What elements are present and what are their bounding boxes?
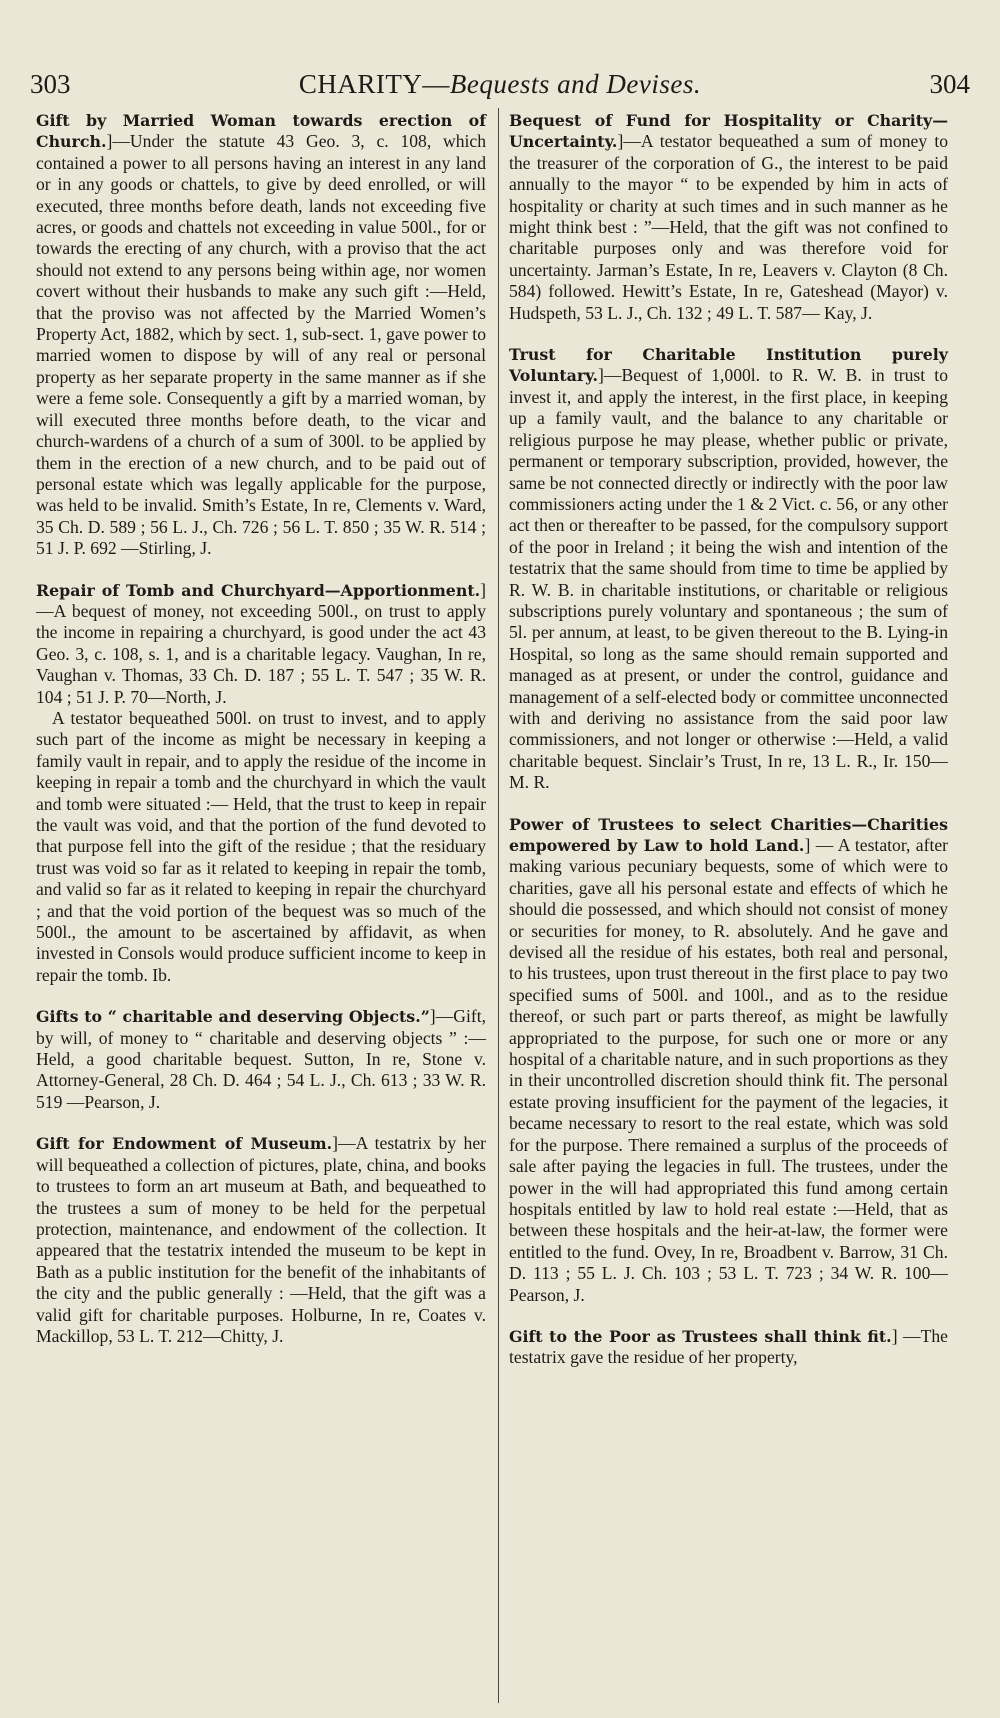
entry-body: ]—A bequest of money, not exceeding 500l., on trust to apply the income in repairing a churchyard, is good under the act 43 Geo. 3, c. 108, s. 1, and is a charitable legacy. Vaughan, In re, Vaughan v. Thomas, 33 Ch. D. 187 ; 55 L. T. 547 ; 35 W. R. 104 ; 51 J. P. 70—North, J.	[36, 579, 486, 707]
right-column	[509, 110, 948, 1389]
entry-heading: Bequest of Fund for Hospitality or Charity—Uncertainty.	[509, 111, 948, 152]
column-divider	[498, 108, 499, 1703]
entry-body-paragraph: A testator bequeathed 500l. on trust to invest, and to apply such part of the income as might be necessary in keeping a family vault in repair, and to apply the residue of the income in keeping in repair a tomb and the churchyard in which the vault and tomb were situated :— Held, that the trust to keep in repair the vault was void, and that the portion of the fund devoted to that purpose fell into the gift of the residue ; that the residuary trust was void so far as it related to keeping in repair the tomb, and valid so far as it related to keeping in repair the churchyard ; and that the void portion of the bequest was so much of the 500l., the amount to be ascertained by affidavit, as when invested in Consols would produce sufficient income to keep in repair the tomb. Ib.	[36, 707, 486, 985]
entry-married-woman-gift	[36, 110, 486, 560]
entry-body: ]—A testator bequeathed a sum of money to the treasurer of the corporation of G., the interest to be paid annually to the mayor “ to be expended by him in acts of hospitality or charity at such times and in such manner as he might think best : ”—Held, that the gift was not confined to charitable purposes only and was therefore void for uncertainty. Jarman’s Estate, In re, Leavers v. Clayton (8 Ch. 584) followed. Hewitt’s Estate, In re, Gateshead (Mayor) v. Hudspeth, 53 L. J., Ch. 132 ; 49 L. T. 587— Kay, J.	[509, 131, 948, 323]
entry-body: ]—Bequest of 1,000l. to R. W. B. in trust to invest it, and apply the interest, in the first place, in keeping up a family vault, and the balance to any charitable or religious purpose he may please, whether public or private, permanent or temporary subscription, provided, however, the same be not connected directly or indirectly with the poor law commissioners acting under the 1 & 2 Vict. c. 56, or any other act then or thereafter to be passed, for the compulsory support of the poor in Ireland ; it being the wish and intention of the testatrix that the same should from time to time be applied by R. W. B. in charitable institutions, or charitable or religious subscriptions purely voluntary and spontaneous ; the sum of 5l. per annum, at least, to be given thereout to the B. Lying-in Hospital, so long as the same should remain supported and managed as at present, or under the control, guidance and management of a self-elected body or committee unconnected with and deriving no assistance from the said poor law commissioners, and not longer or otherwise :—Held, a valid charitable bequest. Sinclair’s Trust, In re, 13 L. R., Ir. 150—M. R.	[509, 365, 948, 793]
running-header	[30, 64, 970, 104]
running-title-italic: Bequests and Devises.	[449, 68, 702, 99]
entry-heading: Power of Trustees to select Charities—Charities empowered by Law to hold Land.	[509, 814, 948, 855]
entry-repair-of-tomb	[36, 580, 486, 987]
entry-hospitality-or-charity	[509, 110, 948, 324]
left-column	[36, 110, 486, 1367]
entry-heading: Trust for Charitable Institution purely Voluntary.	[509, 345, 948, 386]
entry-museum-endowment	[36, 1133, 486, 1347]
page-number-right: 304	[929, 68, 970, 99]
running-title	[299, 69, 701, 100]
entry-charitable-deserving-objects	[36, 1006, 486, 1113]
entry-body: ] — A testator, after making various pecuniary bequests, some of which were to charities, gave all his personal estate and effects of which he should die possessed, and which should not consist of money or securities for money, to R. absolutely. And he gave and devised all the residue of his estates, both real and personal, to his trustees, upon trust thereout in the first place to pay two specified sums of 500l. and 100l., and as to the residue thereof, or such part or parts thereof, as might be lawfully appropriated to the purpose, for such one or more or any hospital of a charitable nature, and in such proportions as they in their uncontrolled discretion should think fit. The personal estate proving insufficient for the payment of the legacies, it became necessary to resort to the real estate, which was sold for the purpose. There remained a surplus of the proceeds of sale after paying the legacies in full. The trustees, under the power in the will had appropriated this fund among certain hospitals entitled by law to hold real estate :—Held, that as between these hospitals and the heir-at-law, the former were entitled to the fund. Ovey, In re, Broadbent v. Barrow, 31 Ch. D. 113 ; 55 L. J. Ch. 103 ; 53 L. T. 723 ; 34 W. R. 100— Pearson, J.	[509, 835, 949, 1305]
entry-heading: Gift by Married Woman towards erection of Church.	[36, 111, 486, 152]
entry-body: ]—A testatrix by her will bequeathed a collection of pictures, plate, china, and books to trustees to form an art museum at Bath, and bequeathed to the trustees a sum of money to be held for the perpetual protection, maintenance, and endowment of the collection. It appeared that the testatrix intended the museum to be kept in Bath as a public institution for the benefit of the inhabitants of the city and the public generally : —Held, that the gift was a valid gift for charitable purposes. Holburne, In re, Coates v. Mackillop, 53 L. T. 212—Chitty, J.	[36, 1133, 486, 1346]
entry-body: ] —The testatrix gave the residue of her property,	[509, 1325, 948, 1368]
entry-gift-to-poor	[509, 1326, 948, 1369]
entry-heading: Repair of Tomb and Churchyard—Apportionment.	[36, 580, 481, 600]
entry-heading: Gift to the Poor as Trustees shall think fit.	[509, 1326, 892, 1346]
entry-heading: Gift for Endowment of Museum.	[36, 1134, 333, 1154]
entry-voluntary-institution	[509, 344, 948, 794]
page-number-left: 303	[30, 68, 71, 99]
entry-body: ]—Gift, by will, of money to “ charitable and deserving objects ” :—Held, a good charitable bequest. Sutton, In re, Stone v. Attorney-General, 28 Ch. D. 464 ; 54 L. J., Ch. 613 ; 33 W. R. 519 —Pearson, J.	[36, 1006, 486, 1112]
running-title-main: CHARITY—	[298, 68, 450, 99]
entry-heading: Gifts to “ charitable and deserving Objects.”	[36, 1007, 430, 1027]
entry-body: ]—Under the statute 43 Geo. 3, c. 108, which contained a power to all persons having an interest in any land or in any goods or chattels, to give by deed enrolled, or will executed, three months before death, lands not exceeding five acres, or goods and chattels not exceeding in value 500l., for or towards the erecting of any church, with a proviso that the act should not extend to any persons being within age, nor women covert without their husbands to make any such gift :—Held, that the proviso was not affected by the Married Women’s Property Act, 1882, which by sect. 1, sub-sect. 1, gave power to married women to dispose by will of any real or personal property as her separate property in the same manner as if she were a feme sole. Consequently a gift by a married woman, by will executed three months before death, to the vicar and church-wardens of a church of a sum of 300l. to be applied by them in the erection of a new church, and to be paid out of personal estate which was legally applicable for the purpose, was held to be invalid. Smith’s Estate, In re, Clements v. Ward, 35 Ch. D. 589 ; 56 L. J., Ch. 726 ; 56 L. T. 850 ; 35 W. R. 514 ; 51 J. P. 692 —Stirling, J.	[36, 131, 486, 559]
entry-trustees-select-charities	[509, 814, 948, 1306]
